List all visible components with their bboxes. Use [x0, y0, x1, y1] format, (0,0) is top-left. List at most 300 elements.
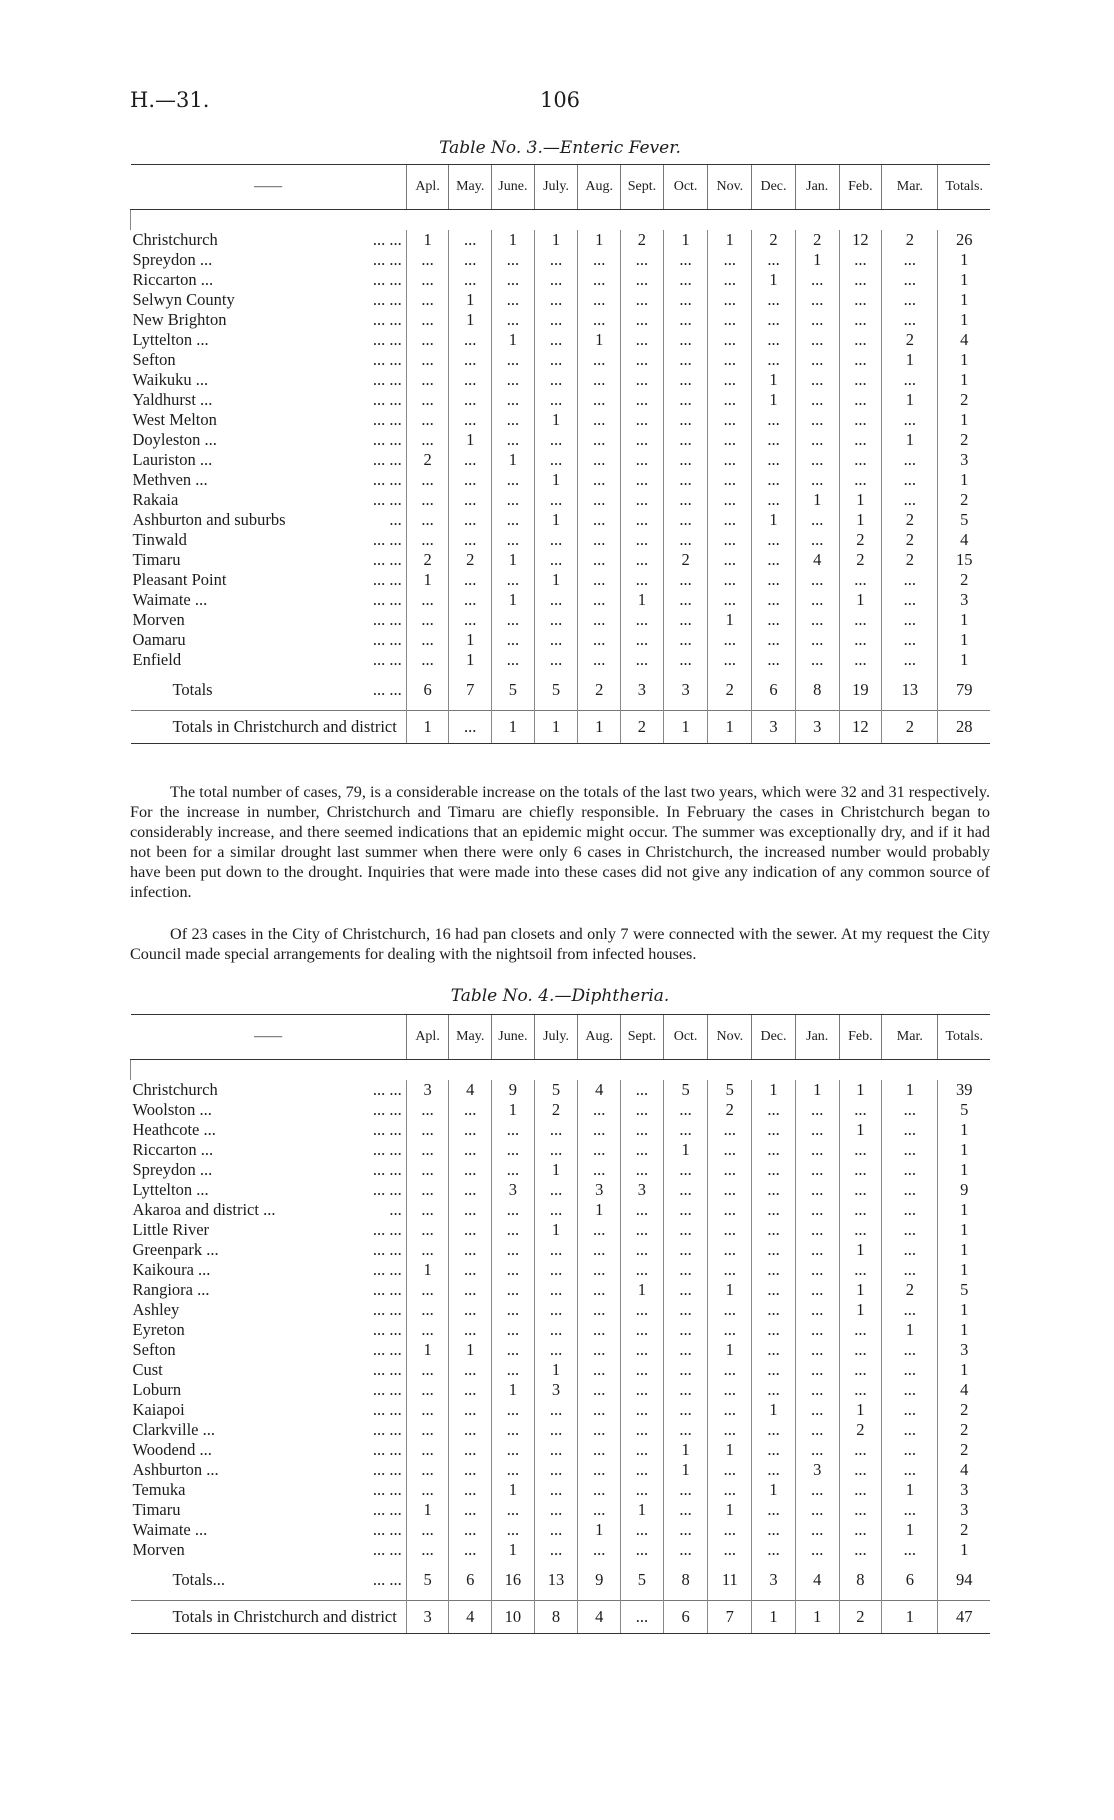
totals-value: 13: [534, 1560, 578, 1601]
table-row: [131, 430, 991, 450]
value-cell: ...: [492, 1260, 535, 1280]
value-cell: ...: [882, 490, 938, 510]
value-cell: 1: [938, 1260, 990, 1280]
value-cell: 1: [882, 350, 938, 370]
value-cell: 1: [882, 390, 938, 410]
totals-value: 8: [663, 1560, 708, 1601]
place-name: Ashburton and suburbs: [132, 510, 286, 529]
value-cell: ...: [621, 1420, 664, 1440]
value-cell: ...: [708, 1480, 752, 1500]
value-cell: 2: [938, 1440, 990, 1460]
value-cell: 1: [534, 570, 578, 590]
value-cell: ...: [795, 370, 839, 390]
district-totals-value: 1: [492, 711, 535, 744]
value-cell: ...: [752, 450, 796, 470]
value-cell: ...: [534, 370, 578, 390]
totals-value: 19: [839, 670, 882, 711]
value-cell: ...: [534, 350, 578, 370]
value-cell: ...: [492, 1340, 535, 1360]
value-cell: ...: [534, 290, 578, 310]
value-cell: ...: [492, 370, 535, 390]
value-cell: ...: [795, 1160, 839, 1180]
value-cell: ...: [492, 470, 535, 490]
value-cell: ...: [839, 430, 882, 450]
leader-dots: ... ...: [372, 1380, 402, 1399]
value-cell: ...: [621, 1380, 664, 1400]
value-cell: ...: [708, 630, 752, 650]
place-cell: [131, 1160, 407, 1180]
value-cell: ...: [795, 1440, 839, 1460]
value-cell: 4: [938, 1460, 990, 1480]
totals-value: 79: [938, 670, 990, 711]
value-cell: ...: [578, 430, 621, 450]
leader-dots: ... ...: [372, 570, 402, 589]
value-cell: ...: [752, 1220, 796, 1240]
value-cell: ...: [534, 1520, 578, 1540]
value-cell: 5: [708, 1080, 752, 1100]
value-cell: ...: [534, 1240, 578, 1260]
column-header: Aug.: [578, 1015, 621, 1060]
value-cell: ...: [492, 1120, 535, 1140]
value-cell: 1: [938, 1160, 990, 1180]
leader-dots: ... ...: [372, 1540, 402, 1559]
leader-dots: ... ...: [372, 1480, 402, 1499]
value-cell: ...: [795, 510, 839, 530]
value-cell: 1: [406, 1500, 449, 1520]
value-cell: 2: [795, 230, 839, 250]
value-cell: ...: [492, 510, 535, 530]
leader-dots: ... ...: [372, 1300, 402, 1319]
value-cell: ...: [839, 1140, 882, 1160]
value-cell: ...: [449, 1100, 492, 1120]
table-row: [131, 1200, 991, 1220]
value-cell: 1: [708, 1280, 752, 1300]
value-cell: ...: [449, 1380, 492, 1400]
value-cell: ...: [492, 290, 535, 310]
value-cell: ...: [882, 270, 938, 290]
value-cell: ...: [882, 1120, 938, 1140]
value-cell: ...: [795, 590, 839, 610]
value-cell: ...: [492, 1140, 535, 1160]
place-name: Heathcote ...: [132, 1120, 216, 1139]
place-cell: [131, 530, 407, 550]
table4-body: [131, 1060, 991, 1634]
value-cell: ...: [406, 510, 449, 530]
value-cell: ...: [752, 1540, 796, 1560]
value-cell: ...: [406, 310, 449, 330]
value-cell: ...: [752, 250, 796, 270]
value-cell: ...: [449, 610, 492, 630]
value-cell: ...: [663, 1540, 708, 1560]
totals-value: 6: [882, 1560, 938, 1601]
leader-dots: ... ...: [372, 310, 402, 329]
value-cell: ...: [449, 250, 492, 270]
value-cell: ...: [752, 610, 796, 630]
value-cell: ...: [752, 570, 796, 590]
value-cell: ...: [663, 450, 708, 470]
value-cell: 9: [938, 1180, 990, 1200]
column-header: Apl.: [406, 165, 449, 210]
column-header: Jan.: [795, 165, 839, 210]
value-cell: ...: [663, 1520, 708, 1540]
value-cell: ...: [839, 450, 882, 470]
value-cell: ...: [795, 350, 839, 370]
value-cell: ...: [449, 1500, 492, 1520]
value-cell: 1: [882, 1480, 938, 1500]
value-cell: ...: [578, 1140, 621, 1160]
table-row: [131, 1120, 991, 1140]
value-cell: ...: [795, 610, 839, 630]
value-cell: ...: [752, 490, 796, 510]
value-cell: ...: [663, 630, 708, 650]
value-cell: ...: [795, 1480, 839, 1500]
value-cell: ...: [795, 1320, 839, 1340]
value-cell: ...: [795, 1520, 839, 1540]
value-cell: ...: [621, 1140, 664, 1160]
value-cell: ...: [534, 610, 578, 630]
value-cell: ...: [752, 630, 796, 650]
value-cell: ...: [534, 1340, 578, 1360]
district-totals-value: 2: [621, 711, 664, 744]
place-name: Morven: [132, 1540, 185, 1559]
value-cell: ...: [449, 370, 492, 390]
value-cell: ...: [839, 1340, 882, 1360]
leader-dots: ... ...: [372, 370, 402, 389]
value-cell: ...: [449, 510, 492, 530]
place-name: Waimate ...: [132, 1520, 208, 1539]
value-cell: ...: [839, 470, 882, 490]
value-cell: 1: [578, 1520, 621, 1540]
value-cell: ...: [534, 450, 578, 470]
value-cell: ...: [578, 270, 621, 290]
value-cell: 2: [882, 530, 938, 550]
district-totals-value: ...: [621, 1601, 664, 1634]
value-cell: ...: [708, 470, 752, 490]
district-totals-value: 1: [663, 711, 708, 744]
value-cell: 1: [752, 1400, 796, 1420]
value-cell: ...: [449, 450, 492, 470]
table-row: [131, 610, 991, 630]
value-cell: 1: [578, 1200, 621, 1220]
value-cell: ...: [839, 1320, 882, 1340]
leader-dots: ... ...: [372, 1180, 402, 1199]
totals-value: 9: [578, 1560, 621, 1601]
column-header-blank: ——: [131, 165, 407, 210]
totals-row: [131, 1560, 991, 1601]
page-number: 106: [539, 88, 581, 112]
value-cell: 4: [449, 1080, 492, 1100]
value-cell: ...: [492, 530, 535, 550]
column-header: Mar.: [882, 165, 938, 210]
value-cell: ...: [663, 490, 708, 510]
totals-value: 8: [795, 670, 839, 711]
totals-value: 13: [882, 670, 938, 711]
value-cell: ...: [621, 410, 664, 430]
place-name: Doyleston ...: [132, 430, 217, 449]
leader-dots: ... ...: [372, 1360, 402, 1379]
value-cell: ...: [492, 650, 535, 670]
column-header: Sept.: [621, 165, 664, 210]
value-cell: ...: [578, 1400, 621, 1420]
value-cell: ...: [449, 230, 492, 250]
value-cell: ...: [621, 1480, 664, 1500]
place-cell: [131, 350, 407, 370]
value-cell: 3: [578, 1180, 621, 1200]
value-cell: 3: [938, 590, 990, 610]
value-cell: ...: [839, 1520, 882, 1540]
value-cell: 2: [938, 1420, 990, 1440]
district-totals-value: 47: [938, 1601, 990, 1634]
value-cell: 1: [938, 1320, 990, 1340]
place-name: Kaiapoi: [132, 1400, 185, 1419]
district-totals-value: 2: [882, 711, 938, 744]
value-cell: ...: [578, 250, 621, 270]
value-cell: ...: [882, 650, 938, 670]
value-cell: 1: [839, 1120, 882, 1140]
totals-value: 16: [492, 1560, 535, 1601]
value-cell: ...: [492, 1160, 535, 1180]
value-cell: ...: [492, 350, 535, 370]
value-cell: ...: [663, 390, 708, 410]
leader-dots: ... ...: [372, 1100, 402, 1119]
value-cell: 5: [938, 1280, 990, 1300]
value-cell: 1: [938, 650, 990, 670]
value-cell: ...: [752, 1520, 796, 1540]
value-cell: ...: [708, 490, 752, 510]
value-cell: ...: [795, 410, 839, 430]
value-cell: ...: [406, 470, 449, 490]
value-cell: ...: [534, 1480, 578, 1500]
place-cell: [131, 370, 407, 390]
totals-label: [131, 1560, 407, 1601]
value-cell: ...: [839, 310, 882, 330]
value-cell: 3: [492, 1180, 535, 1200]
value-cell: 3: [534, 1380, 578, 1400]
place-cell: [131, 1340, 407, 1360]
value-cell: ...: [621, 1160, 664, 1180]
value-cell: 3: [938, 1480, 990, 1500]
value-cell: ...: [406, 370, 449, 390]
table-row: [131, 1460, 991, 1480]
value-cell: ...: [752, 410, 796, 430]
value-cell: ...: [708, 370, 752, 390]
value-cell: 1: [449, 290, 492, 310]
value-cell: ...: [708, 350, 752, 370]
value-cell: ...: [882, 570, 938, 590]
value-cell: 2: [406, 550, 449, 570]
table-row: [131, 1160, 991, 1180]
value-cell: ...: [795, 630, 839, 650]
value-cell: 1: [406, 230, 449, 250]
enteric-fever-table: [130, 164, 990, 744]
value-cell: ...: [406, 1320, 449, 1340]
place-name: Spreydon ...: [132, 250, 213, 269]
value-cell: ...: [449, 1480, 492, 1500]
leader-dots: ... ...: [372, 1080, 402, 1099]
table-row: [131, 1500, 991, 1520]
value-cell: ...: [406, 1240, 449, 1260]
value-cell: 9: [492, 1080, 535, 1100]
place-name: Sefton: [132, 1340, 176, 1359]
value-cell: ...: [663, 1240, 708, 1260]
leader-dots: ... ...: [372, 550, 402, 569]
value-cell: ...: [449, 1360, 492, 1380]
place-cell: [131, 1120, 407, 1140]
value-cell: 1: [938, 250, 990, 270]
value-cell: 15: [938, 550, 990, 570]
district-totals-value: 3: [752, 711, 796, 744]
place-cell: [131, 1420, 407, 1440]
leader-dots: ... ...: [372, 490, 402, 509]
value-cell: ...: [578, 1220, 621, 1240]
value-cell: ...: [839, 270, 882, 290]
value-cell: ...: [882, 470, 938, 490]
value-cell: ...: [406, 610, 449, 630]
spacer-row: [131, 210, 991, 231]
value-cell: ...: [882, 610, 938, 630]
value-cell: ...: [882, 1140, 938, 1160]
value-cell: 1: [882, 1520, 938, 1540]
value-cell: ...: [839, 1440, 882, 1460]
value-cell: ...: [663, 290, 708, 310]
value-cell: 3: [938, 450, 990, 470]
totals-value: 4: [795, 1560, 839, 1601]
value-cell: ...: [621, 1100, 664, 1120]
district-totals-value: 10: [492, 1601, 535, 1634]
value-cell: ...: [752, 1320, 796, 1340]
value-cell: ...: [621, 1440, 664, 1460]
value-cell: ...: [534, 1440, 578, 1460]
value-cell: ...: [708, 1260, 752, 1280]
value-cell: 1: [938, 1140, 990, 1160]
district-totals-value: 6: [663, 1601, 708, 1634]
value-cell: 1: [534, 230, 578, 250]
place-name: Timaru: [132, 1500, 181, 1519]
value-cell: ...: [839, 390, 882, 410]
table-row: [131, 330, 991, 350]
value-cell: ...: [578, 1280, 621, 1300]
value-cell: ...: [449, 1240, 492, 1260]
table-row: [131, 1300, 991, 1320]
value-cell: 1: [839, 1080, 882, 1100]
place-name: Waikuku ...: [132, 370, 209, 389]
value-cell: ...: [578, 1300, 621, 1320]
value-cell: 1: [938, 1120, 990, 1140]
value-cell: ...: [534, 1280, 578, 1300]
place-cell: [131, 1200, 407, 1220]
value-cell: 1: [795, 1080, 839, 1100]
district-totals-row: [131, 711, 991, 744]
value-cell: ...: [578, 530, 621, 550]
value-cell: 2: [938, 570, 990, 590]
value-cell: ...: [839, 1360, 882, 1380]
value-cell: ...: [406, 1140, 449, 1160]
value-cell: ...: [752, 1300, 796, 1320]
value-cell: ...: [406, 1420, 449, 1440]
totals-value: 94: [938, 1560, 990, 1601]
district-totals-value: 12: [839, 711, 882, 744]
value-cell: 3: [795, 1460, 839, 1480]
leader-dots: ... ...: [372, 1420, 402, 1439]
value-cell: 1: [621, 1280, 664, 1300]
value-cell: ...: [578, 1240, 621, 1260]
leader-dots: ... ...: [372, 650, 402, 669]
value-cell: ...: [839, 610, 882, 630]
value-cell: ...: [406, 1400, 449, 1420]
value-cell: ...: [449, 1280, 492, 1300]
district-totals-value: 1: [752, 1601, 796, 1634]
value-cell: 1: [882, 1080, 938, 1100]
value-cell: 4: [938, 1380, 990, 1400]
totals-value: 3: [663, 670, 708, 711]
place-name: Little River: [132, 1220, 210, 1239]
value-cell: ...: [663, 530, 708, 550]
value-cell: ...: [492, 630, 535, 650]
value-cell: 1: [938, 1220, 990, 1240]
place-name: Christchurch: [132, 1080, 218, 1099]
value-cell: ...: [663, 1360, 708, 1380]
value-cell: ...: [882, 1220, 938, 1240]
district-totals-value: ...: [449, 711, 492, 744]
totals-value: 5: [406, 1560, 449, 1601]
value-cell: ...: [663, 1380, 708, 1400]
value-cell: ...: [578, 650, 621, 670]
leader-dots: ... ...: [372, 410, 402, 429]
leader-dots: ... ...: [372, 1160, 402, 1179]
table-row: [131, 390, 991, 410]
totals-label: [131, 670, 407, 711]
value-cell: 1: [406, 570, 449, 590]
value-cell: ...: [708, 270, 752, 290]
value-cell: ...: [449, 350, 492, 370]
value-cell: ...: [492, 1440, 535, 1460]
place-name: Lauriston ...: [132, 450, 213, 469]
value-cell: ...: [492, 430, 535, 450]
value-cell: ...: [882, 1460, 938, 1480]
value-cell: ...: [449, 270, 492, 290]
leader-dots: ... ...: [372, 430, 402, 449]
value-cell: 3: [621, 1180, 664, 1200]
value-cell: ...: [752, 310, 796, 330]
value-cell: ...: [882, 1440, 938, 1460]
value-cell: ...: [406, 590, 449, 610]
value-cell: ...: [663, 1200, 708, 1220]
leader-dots: ... ...: [372, 1500, 402, 1519]
value-cell: ...: [752, 1380, 796, 1400]
value-cell: 2: [449, 550, 492, 570]
value-cell: ...: [492, 1220, 535, 1240]
value-cell: 2: [882, 510, 938, 530]
value-cell: ...: [621, 1400, 664, 1420]
value-cell: ...: [752, 1240, 796, 1260]
value-cell: 2: [938, 390, 990, 410]
value-cell: 1: [708, 1340, 752, 1360]
value-cell: ...: [839, 1220, 882, 1240]
value-cell: 1: [492, 230, 535, 250]
value-cell: ...: [621, 610, 664, 630]
value-cell: ...: [449, 1400, 492, 1420]
value-cell: ...: [449, 1520, 492, 1540]
value-cell: ...: [708, 1380, 752, 1400]
district-totals-label: Totals in Christchurch and district: [131, 711, 407, 744]
value-cell: 4: [795, 550, 839, 570]
value-cell: ...: [534, 490, 578, 510]
value-cell: ...: [578, 1500, 621, 1520]
district-totals-row: [131, 1601, 991, 1634]
value-cell: ...: [882, 1200, 938, 1220]
place-name: Temuka: [132, 1480, 186, 1499]
value-cell: ...: [621, 250, 664, 270]
